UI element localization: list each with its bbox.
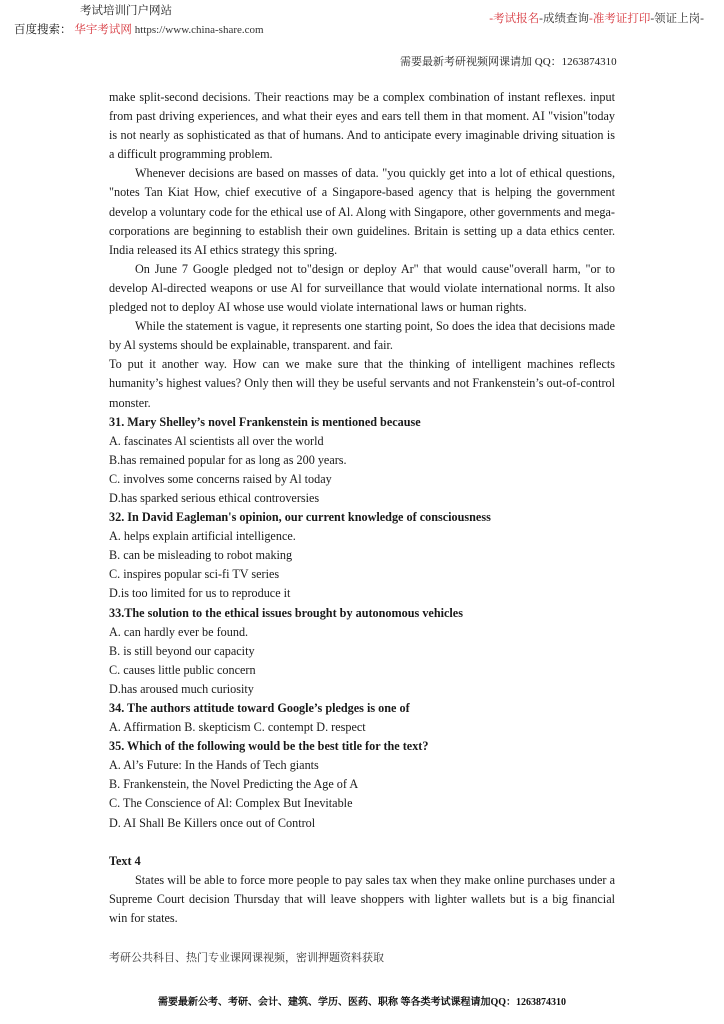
search-label: 百度搜索： <box>14 24 72 36</box>
question-31-stem: 31. Mary Shelley’s novel Frankenstein is mentioned because <box>109 414 421 429</box>
page-header-left <box>14 2 264 40</box>
question-34-stem: 34. The authors attitude toward Google’s pledges is one of <box>109 701 410 715</box>
question-31-option-a: A. fascinates Al scientists all over the world <box>109 433 324 448</box>
section-heading-text4: Text 4 <box>109 853 141 868</box>
question-35-option-b: B. Frankenstein, the Novel Predicting the Age of A <box>109 777 359 792</box>
site-url[interactable]: https://www.china-share.com <box>134 24 264 36</box>
text4-paragraph: States will be able to force more people to pay sales tax when they make online purchases under a Supreme Court decision Thursday that will leave shoppers with lighter wallets but is a big financial win for states. <box>109 872 615 925</box>
header-links <box>489 10 704 26</box>
link-certificate[interactable]: -领证上岗- <box>650 13 704 25</box>
question-33-stem: 33.The solution to the ethical issues brought by autonomous vehicles <box>109 605 463 620</box>
question-32-option-d: D.is too limited for us to reproduce it <box>109 586 291 601</box>
link-admission-ticket[interactable]: -准考证打印 <box>588 13 651 25</box>
qq-note: 需要最新考研视频网课请加 QQ：1263874310 <box>400 56 617 68</box>
question-32-option-a: A. helps explain artificial intelligence. <box>109 529 296 544</box>
question-33-option-b: B. is still beyond our capacity <box>109 643 255 658</box>
question-33-option-a: A. can hardly ever be found. <box>109 624 249 639</box>
question-33-option-d: D.has aroused much curiosity <box>109 681 254 696</box>
question-32-option-b: B. can be misleading to robot making <box>109 548 293 563</box>
paragraph-3: On June 7 Google pledged not to"design or deploy Ar" that would cause"overall harm, "or to develop Al-directed weapons or use Al for surveillance that would violate international norms. It also pledged not to deploy AI whose use would violate international laws or human rights. <box>109 261 615 315</box>
question-31-option-b: B.has remained popular for as long as 200 years. <box>109 452 347 467</box>
paragraph-5: To put it another way. How can we make sure that the thinking of intelligent machines reflects humanity’s highest values? Only then will they be useful servants and not Frankenstein’s out-of-control monster. <box>109 357 615 410</box>
question-34-options: A. Affirmation B. skepticism C. contempt D. respect <box>109 720 366 735</box>
question-35-option-a: A. Al’s Future: In the Hands of Tech giants <box>109 758 319 773</box>
site-name: 考试培训门户网站 <box>80 5 172 17</box>
question-31-option-c: C. involves some concerns raised by Al today <box>109 471 332 486</box>
brand-link[interactable]: 华宇考试网 <box>74 24 132 36</box>
question-35-option-d: D. AI Shall Be Killers once out of Control <box>109 815 316 830</box>
question-32-option-c: C. inspires popular sci-fi TV series <box>109 567 280 582</box>
question-35-option-c: C. The Conscience of Al: Complex But Inevitable <box>109 796 353 811</box>
question-33-option-c: C. causes little public concern <box>109 662 256 677</box>
link-score-query[interactable]: -成绩查询 <box>539 13 589 25</box>
paragraph-4: While the statement is vague, it represents one starting point, So does the idea that decisions made by Al systems should be explainable, transparent. and fair. <box>109 319 615 353</box>
search-line <box>14 21 264 40</box>
document-body <box>109 88 615 928</box>
paragraph-2: Whenever decisions are based on masses of data. "you quickly get into a lot of ethical questions, "notes Tan Kiat How, chief executive of a Singapore-based agency that is helping the government develop a voluntary code for the ethical use of Al. Along with Singapore, other governments and mega-corporations are beginning to establish their own guidelines. Britain is setting up a data ethics center. India released its AI ethics strategy this spring. <box>109 166 615 257</box>
question-32-stem: 32. In David Eagleman's opinion, our current knowledge of consciousness <box>109 510 491 525</box>
footer-contact: 需要最新公考、考研、会计、建筑、学历、医药、职称 等各类考试课程请加QQ：1263874310 <box>157 997 567 1008</box>
question-35-stem: 35. Which of the following would be the best title for the text? <box>109 739 429 754</box>
footer-note: 考研公共科目、热门专业课网课视频，密训押题资料获取 <box>109 952 384 964</box>
question-31-option-d: D.has sparked serious ethical controversies <box>109 490 320 505</box>
link-registration[interactable]: -考试报名 <box>489 13 540 25</box>
paragraph-1: make split-second decisions. Their reactions may be a complex combination of instant reflexes. input from past driving experiences, and what their eyes and ears tell them in that moment. AI "vision"today is not nearly as sophisticated as that of humans. And to anticipate every imaginable driving situation is a difficult programming problem. <box>109 90 615 162</box>
